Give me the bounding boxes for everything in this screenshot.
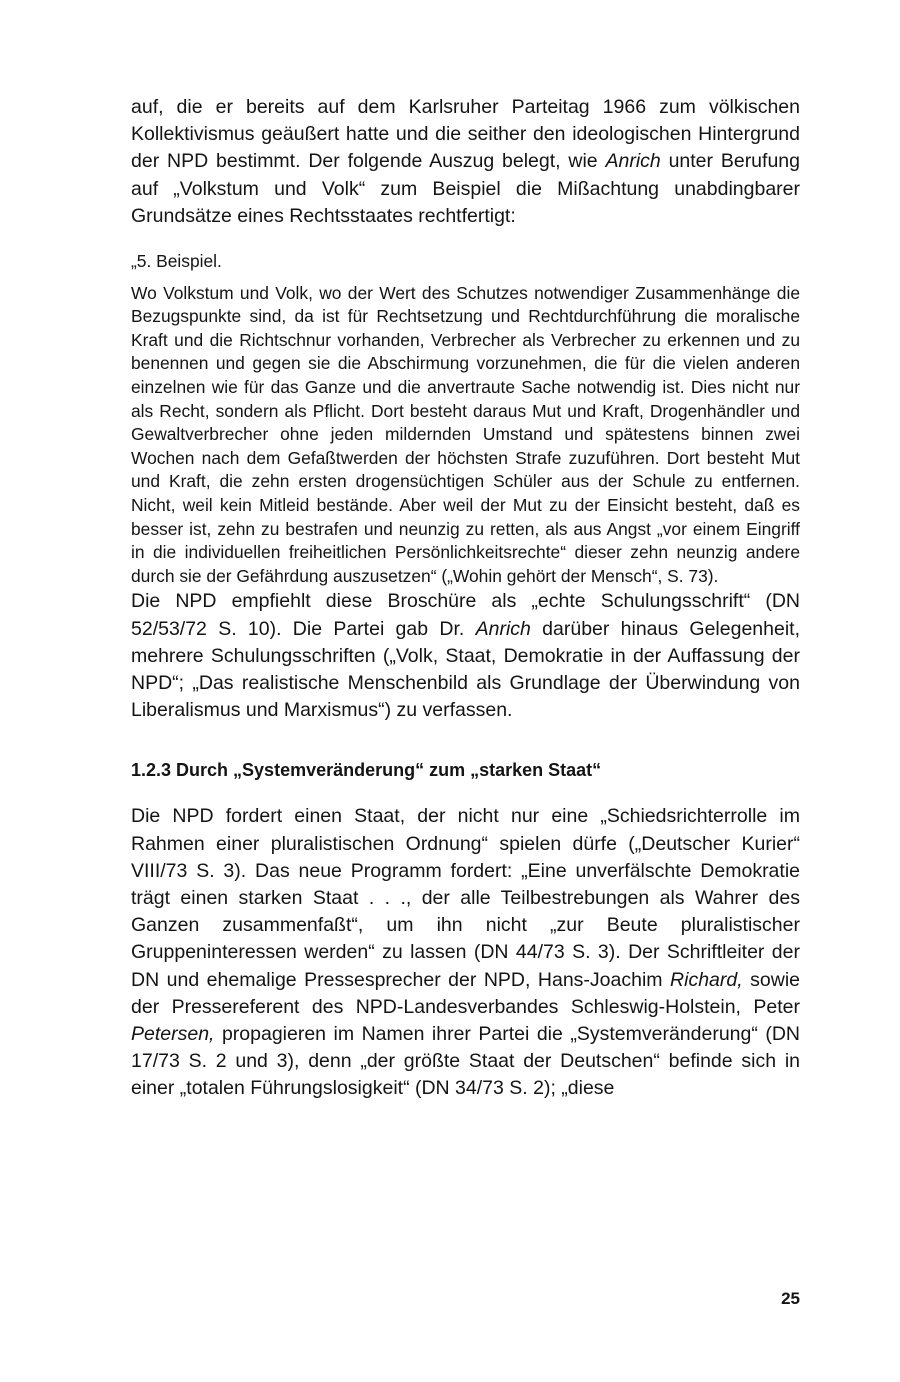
author-name: Anrich — [605, 150, 661, 173]
recommendation-text-end: darüber hinaus Gelegenheit, mehrere Schulungsschriften („Volk, Staat, Demokratie in der Auffassung der NPD“; „Das realistische Menschenbild als Grundlage der Überwindung von Liberalismus und Marxismus“) zu verfassen. — [131, 617, 800, 722]
intro-text-end: unter Berufung auf „Volkstum und Volk“ zum Beispiel die Mißachtung unabdingbarer Grundsätze eines Rechtsstaates rechtfertigt: — [131, 150, 800, 227]
page-number: 25 — [781, 1289, 800, 1308]
section-text-2: sowie der Pressereferent des NPD-Landesverbandes Schleswig-Holstein, Peter — [131, 968, 800, 1018]
quotation-block — [131, 250, 800, 588]
intro-text-start: auf, die er bereits auf dem Karlsruher Parteitag 1966 zum völkischen Kollektivismus geäußert hatte und die seither den ideologischen Hintergrund der NPD bestimmt. Der folgende Auszug belegt, wie — [131, 96, 800, 173]
recommendation-text-start: Die NPD empfiehlt diese Broschüre als „echte Schulungsschrift“ (DN 52/53/72 S. 10). Die Partei gab Dr. — [131, 590, 800, 640]
intro-paragraph — [131, 94, 800, 230]
section-heading: 1.2.3 Durch „Systemveränderung“ zum „starken Staat“ — [131, 760, 602, 781]
quote-body: Wo Volkstum und Volk, wo der Wert des Schutzes notwendiger Zusammenhänge die Bezugspunkte sind, da ist für Rechtsetzung und Rechtdurchführung die moralische Kraft und die Richtschnur vorhanden, Verbrecher als Verbrecher zu erkennen und zu benennen und gegen sie die Abschirmung vorzunehmen, die für die vielen anderen einzelnen wie für das Ganze und die anvertraute Sache notwendig ist. Dies nicht nur als Recht, sondern als Pflicht. Dort besteht daraus Mut und Kraft, Drogenhändler und Gewaltverbrecher ohne jeden mildernden Umstand und spätestens binnen zwei Wochen nach dem Gefaßtwerden der höchsten Strafe zuzuführen. Dort besteht Mut und Kraft, die zehn ersten drogensüchtigen Schüler aus der Schule zu entfernen. Nicht, weil kein Mitleid bestände. Aber weil der Mut zu der Einsicht besteht, daß es besser ist, zehn zu bestrafen und neunzig zu retten, als aus Angst „vor einem Eingriff in die individuellen freiheitlichen Persönlichkeitsrechte“ dieser zehn neunzig andere durch sie der Gefährdung auszusetzen“ („Wohin gehört der Mensch“, S. 73). — [131, 282, 800, 586]
recommendation-paragraph — [131, 588, 800, 724]
section-text-3: propagieren im Namen ihrer Partei die „Systemveränderung“ (DN 17/73 S. 2 und 3), denn „der größte Staat der Deutschen“ befinde sich in einer „totalen Führungslosigkeit“ (DN 34/73 S. 2); „diese — [131, 1022, 800, 1100]
section-paragraph — [131, 803, 800, 1102]
person-name-petersen: Petersen, — [131, 1022, 215, 1045]
document-page — [131, 94, 800, 1103]
person-name-richard: Richard, — [670, 968, 743, 991]
quote-heading: „5. Beispiel. — [131, 251, 222, 272]
section-text-1: Die NPD fordert einen Staat, der nicht nur eine „Schiedsrichterrolle im Rahmen einer pluralistischen Ordnung“ spielen dürfe („Deutscher Kurier“ VIII/73 S. 3). Das neue Programm fordert: „Eine unverfälschte Demokratie trägt einen starken Staat . . ., der alle Teilbestrebungen als Wahrer des Ganzen zusammenfaßt“, um ihn nicht „zur Beute pluralistischer Gruppeninteressen werden“ zu lassen (DN 44/73 S. 3). Der Schriftleiter der DN und ehemalige Pressesprecher der NPD, Hans-Joachim — [131, 805, 800, 991]
author-name-2: Anrich — [475, 617, 531, 640]
